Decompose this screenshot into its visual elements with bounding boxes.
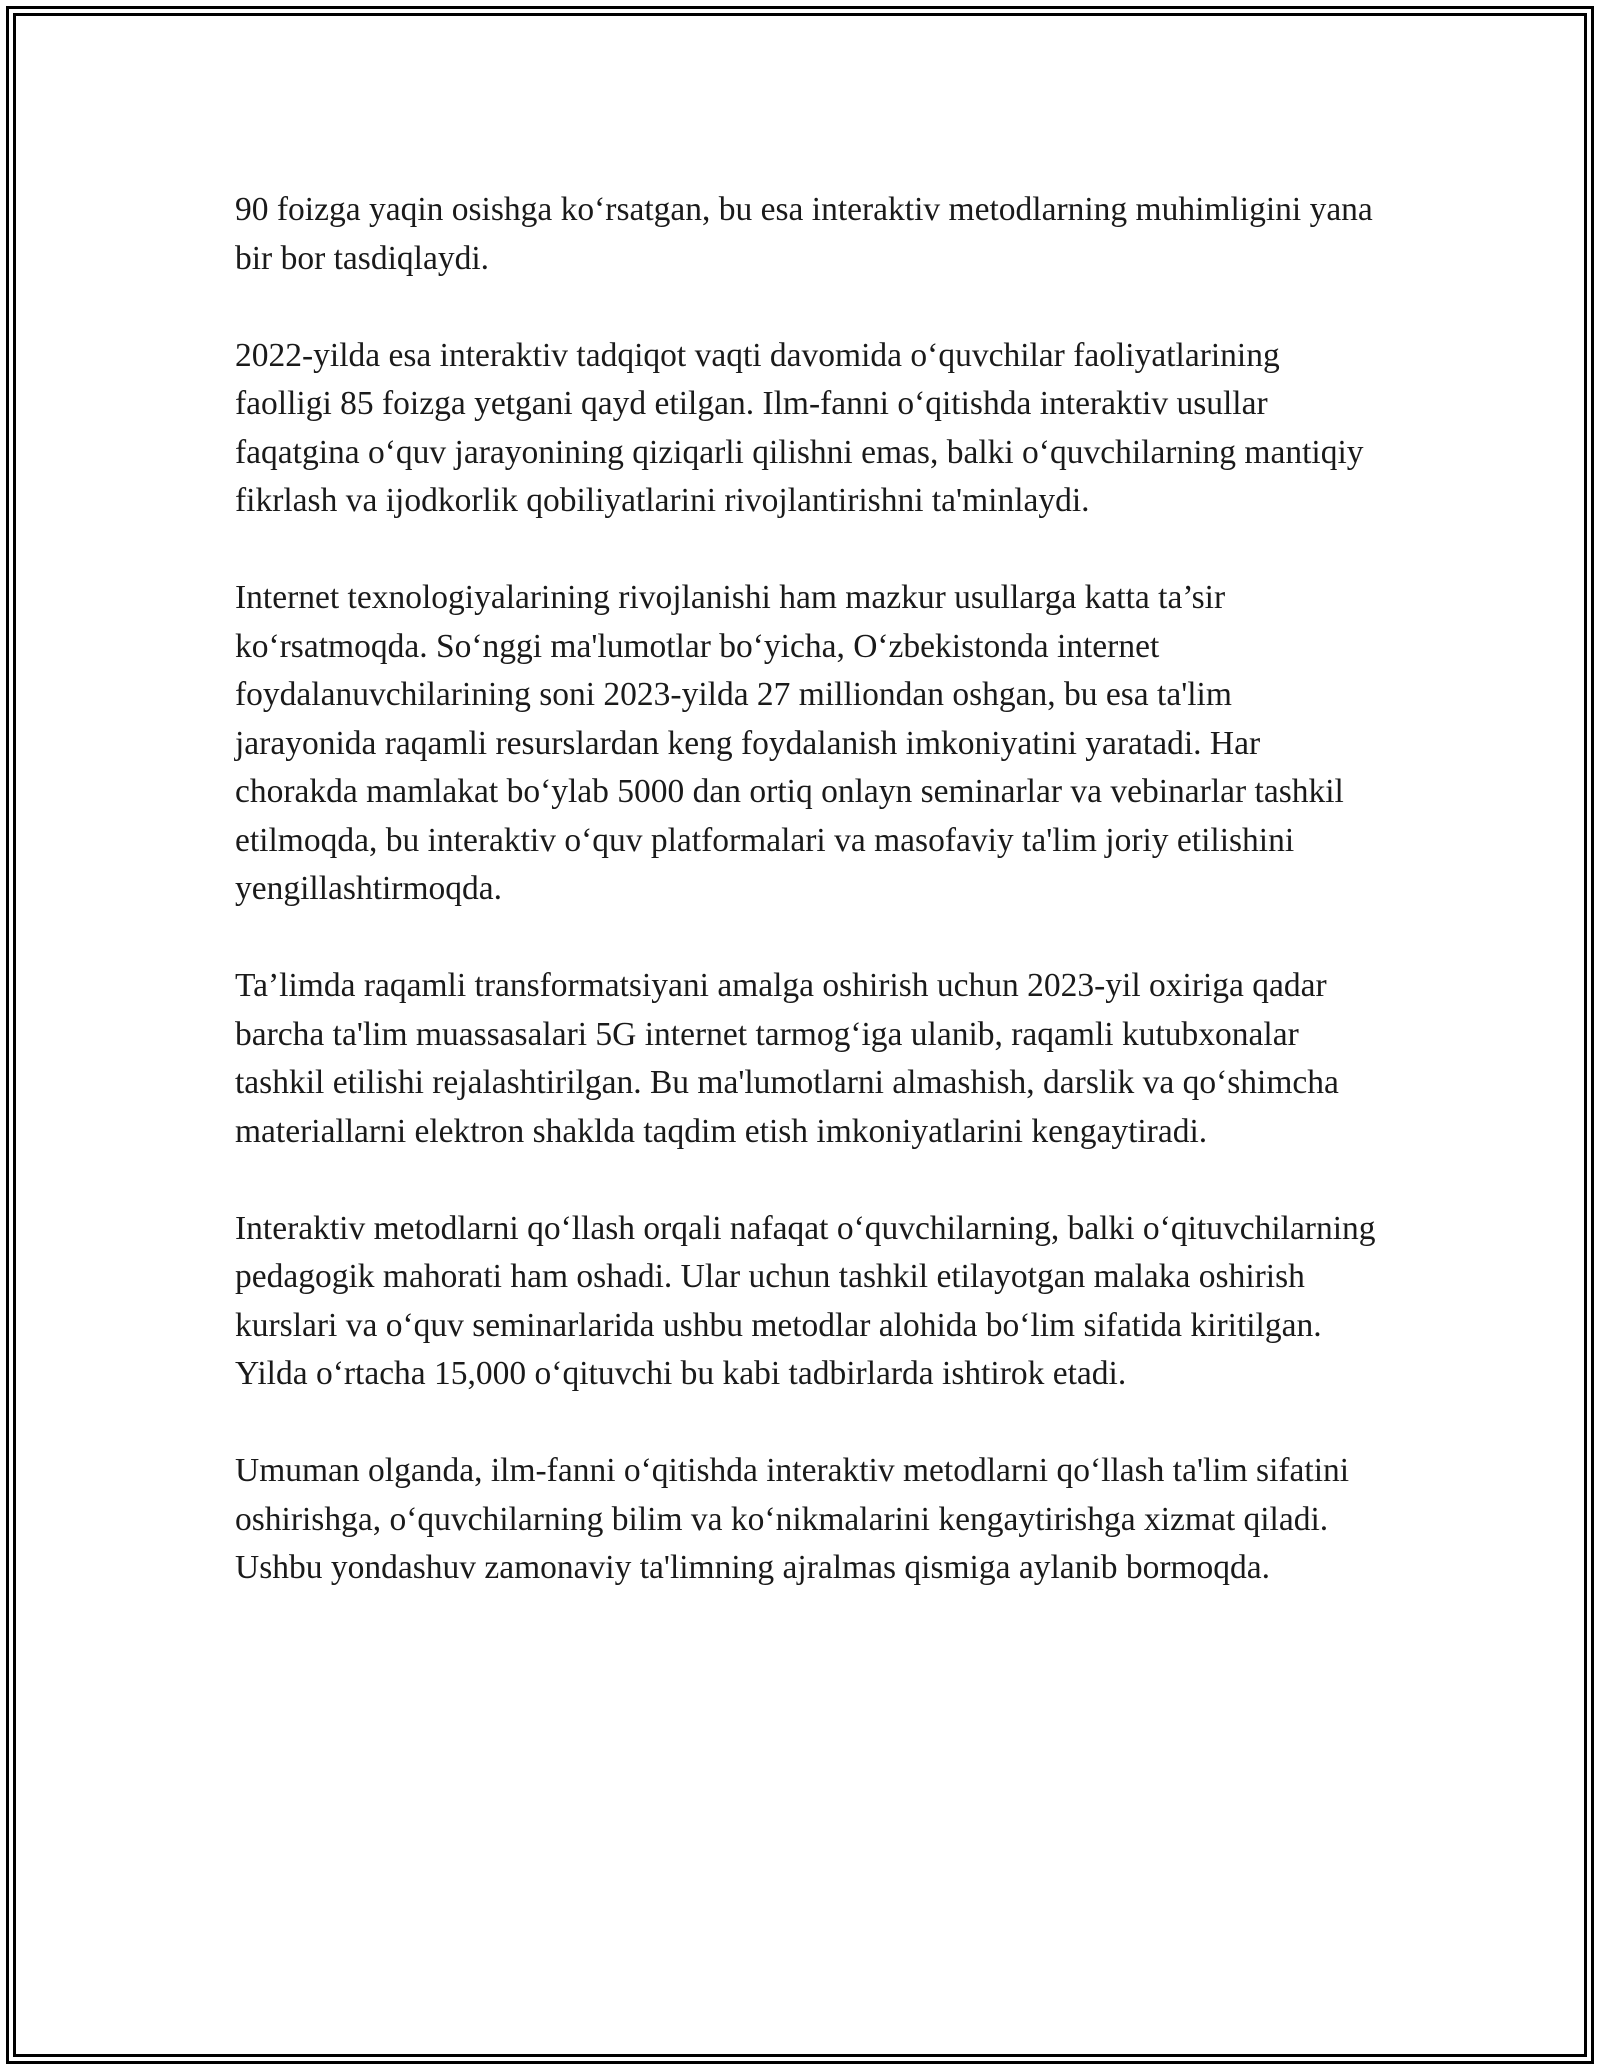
paragraph: Internet texnologiyalarining rivojlanishi ham mazkur usullarga katta ta’sir ko‘rsatmoqda. So‘nggi ma'lumotlar bo‘yicha, O‘zbekistonda internet foydalanuvchilarining soni 2023-yilda 27 milliondan oshgan, bu esa ta'lim jarayonida raqamli resurslardan keng foydalanish imkoniyatini yaratadi. Har chorakda mamlakat bo‘ylab 5000 dan ortiq onlayn seminarlar va vebinarlar tashkil etilmoqda, bu interaktiv o‘quv platformalari va masofaviy ta'lim joriy etilishini yengillashtirmoqda.: [235, 579, 1344, 907]
paragraph: Umuman olganda, ilm-fanni o‘qitishda interaktiv metodlarni qo‘llash ta'lim sifatini oshirishga, o‘quvchilarning bilim va ko‘nikmalarini kengaytirishga xizmat qiladi. Ushbu yondashuv zamonaviy ta'limning ajralmas qismiga aylanib bormoqda.: [235, 1452, 1350, 1586]
paragraph: Interaktiv metodlarni qo‘llash orqali nafaqat o‘quvchilarning, balki o‘qituvchilarning pedagogik mahorati ham oshadi. Ular uchun tashkil etilayotgan malaka oshirish kurslari va o‘quv seminarlarida ushbu metodlar alohida bo‘lim sifatida kiritilgan. Yilda o‘rtacha 15,000 o‘qituvchi bu kabi tadbirlarda ishtirok etadi.: [235, 1209, 1376, 1392]
paragraph: Ta’limda raqamli transformatsiyani amalga oshirish uchun 2023-yil oxiriga qadar barcha ta'lim muassasalari 5G internet tarmog‘iga ulanib, raqamli kutubxonalar tashkil etilishi rejalashtirilgan. Bu ma'lumotlarni almashish, darslik va qo‘shimcha materiallarni elektron shaklda taqdim etish imkoniyatlarini kengaytiradi.: [235, 967, 1339, 1150]
paragraph: 2022-yilda esa interaktiv tadqiqot vaqti davomida o‘quvchilar faoliyatlarining faolligi 85 foizga yetgani qayd etilgan. Ilm-fanni o‘qitishda interaktiv usullar faqatgina o‘quv jarayonining qiziqarli qilishni emas, balki o‘quvchilarning mantiqiy fikrlash va ijodkorlik qobiliyatlarini rivojlantirishni ta'minlaydi.: [235, 336, 1364, 519]
document-body: [235, 186, 1380, 1593]
paragraph: 90 foizga yaqin osishga ko‘rsatgan, bu esa interaktiv metodlarning muhimligini yana bir bor tasdiqlaydi.: [235, 191, 1373, 277]
